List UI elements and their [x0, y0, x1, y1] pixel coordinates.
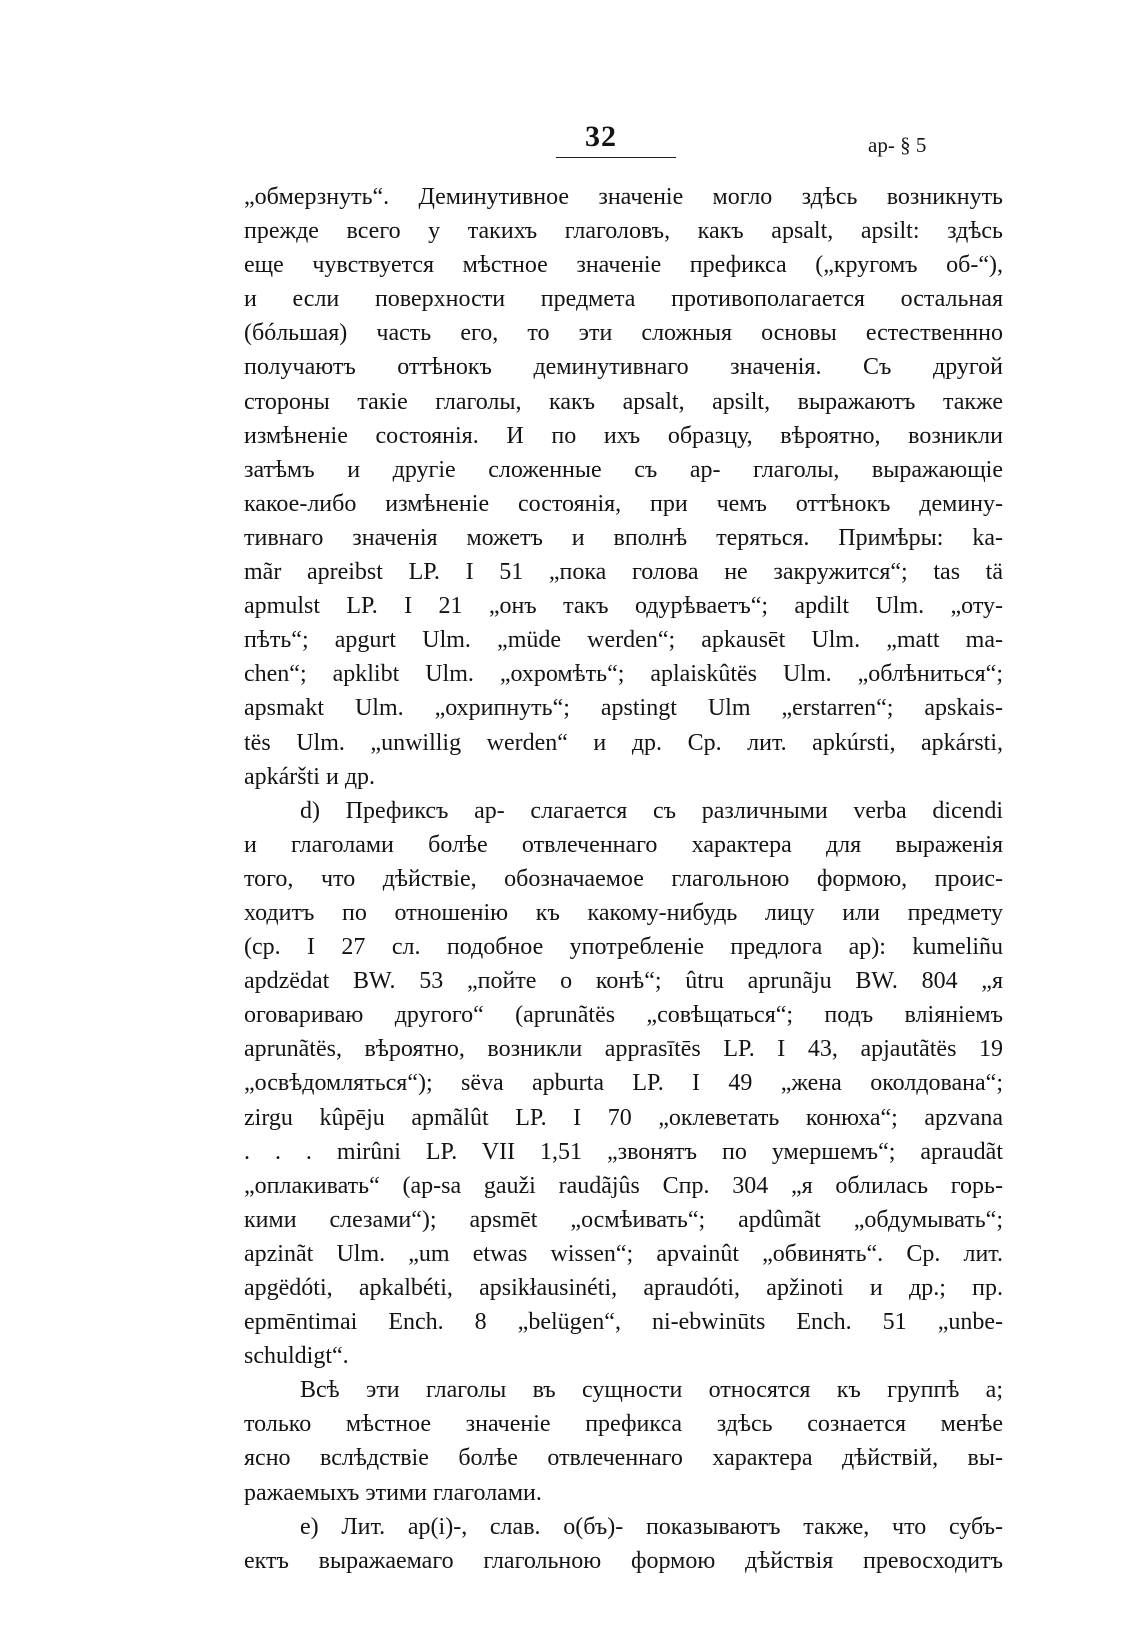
text-line: ектъ выражаемаго глагольною формою дѣйствія превосходитъ [244, 1547, 1003, 1574]
text-line: кими слезами“); apsmēt „осмѣивать“; apdûmãt „обдумывать“; [244, 1206, 1003, 1233]
text-line: (бóльшая) часть его, то эти сложныя основы естественнно [244, 320, 1003, 347]
text-line: apmulst LP. I 21 „онъ такъ одурѣваетъ“; apdilt Ulm. „оту- [244, 593, 1003, 620]
text-line: ходитъ по отношенію къ какому-нибудь лицу или предмету [244, 899, 1003, 926]
text-line: apgëdóti, apkalbéti, apsikłausinéti, apraudóti, apžinoti и др.; пр. [244, 1275, 1003, 1301]
text-line: получаютъ оттѣнокъ деминутивнаго значенія. Съ другой [244, 354, 1003, 381]
page-header [0, 120, 1140, 180]
text-line: оговариваю другого“ (aprunãtës „совѣщаться“; подъ вліяніемъ [244, 1002, 1003, 1029]
text-line: d) Префиксъ ap- слагается съ различными verba dicendi [300, 797, 1003, 824]
text-line: того, что дѣйствіе, обозначаемое глагольною формою, проис- [244, 865, 1003, 892]
text-line: ражаемыхъ этими глаголами. [244, 1479, 542, 1506]
text-line: chen“; apklibt Ulm. „охромѣть“; aplaiskûtës Ulm. „облѣниться“; [244, 661, 1003, 688]
text-line: ясно вслѣдствіе болѣе отвлеченнаго характера дѣйствій, вы- [244, 1445, 1003, 1472]
text-line: aprunãtës, вѣроятно, возникли apprasītēs LP. I 43, apjautãtës 19 [244, 1036, 1003, 1063]
page-number: 32 [585, 120, 617, 153]
text-line: затѣмъ и другіе сложенные съ ap- глаголы, выражающіе [244, 456, 1003, 483]
text-line: „обмерзнуть“. Деминутивное значеніе могло здѣсь возникнуть [244, 184, 1003, 210]
text-line: apdzëdat BW. 53 „пойте о конѣ“; ûtru aprunãju BW. 804 „я [244, 968, 1003, 995]
text-line: только мѣстное значеніе префикса здѣсь сознается менѣе [244, 1411, 1003, 1438]
text-line: еще чувствуется мѣстное значеніе префикса („кругомъ об-“), [244, 252, 1003, 279]
text-line: „освѣдомляться“); sëva apburta LP. I 49 „жена околдована“; [244, 1070, 1003, 1097]
text-line: пѣть“; apgurt Ulm. „müde werden“; apkausēt Ulm. „matt ma- [244, 627, 1003, 654]
text-line: tës Ulm. „unwillig werden“ и др. Ср. лит. apkúrsti, apkársti, [244, 729, 1003, 756]
text-line: и если поверхности предмета противополагается остальная [244, 286, 1003, 313]
text-line: apkáršti и др. [244, 763, 376, 790]
body-text [244, 180, 1003, 1578]
text-line: apzinãt Ulm. „um etwas wissen“; apvainût „обвинять“. Ср. лит. [244, 1240, 1003, 1267]
text-line: измѣненіе состоянія. И по ихъ образцу, вѣроятно, возникли [244, 422, 1003, 449]
text-line: . . . mirûni LP. VII 1,51 „звонятъ по умершемъ“; apraudãt [244, 1138, 1003, 1165]
text-line: epmēntimai Ench. 8 „belügen“, ni-ebwinūts Ench. 51 „unbe- [244, 1309, 1003, 1336]
text-line: стороны такіе глаголы, какъ apsalt, apsilt, выражаютъ также [244, 388, 1003, 415]
text-line: Всѣ эти глаголы въ сущности относятся къ группѣ a; [300, 1377, 1003, 1404]
header-rule [556, 157, 676, 158]
running-head: ap- § 5 [868, 133, 927, 157]
text-line: тивнаго значенія можетъ и вполнѣ теряться. Примѣры: ka- [244, 524, 1003, 551]
text-line: zirgu kûpēju apmãlût LP. I 70 „оклеветать конюха“; apzvana [244, 1104, 1003, 1131]
text-line: mãr apreibst LP. I 51 „пока голова не закружится“; tas tä [244, 559, 1003, 586]
text-line: e) Лит. ap(i)-, слав. о(бъ)- показываютъ также, что субъ- [300, 1513, 1003, 1540]
text-line: и глаголами болѣе отвлеченнаго характера для выраженія [244, 831, 1003, 858]
text-line: apsmakt Ulm. „охрипнуть“; apstingt Ulm „erstarren“; apskais- [244, 695, 1003, 722]
text-line: какое-либо измѣненіе состоянія, при чемъ оттѣнокъ демину- [244, 490, 1003, 517]
text-line: „оплакивать“ (ap-sa gauži raudãjûs Спр. 304 „я облилась горь- [244, 1172, 1003, 1199]
text-line: schuldigt“. [244, 1343, 349, 1370]
text-line: (ср. I 27 сл. подобное употребленіе предлога ap): kumeliñu [244, 934, 1003, 961]
text-line: прежде всего у такихъ глаголовъ, какъ apsalt, apsilt: здѣсь [244, 218, 1003, 245]
